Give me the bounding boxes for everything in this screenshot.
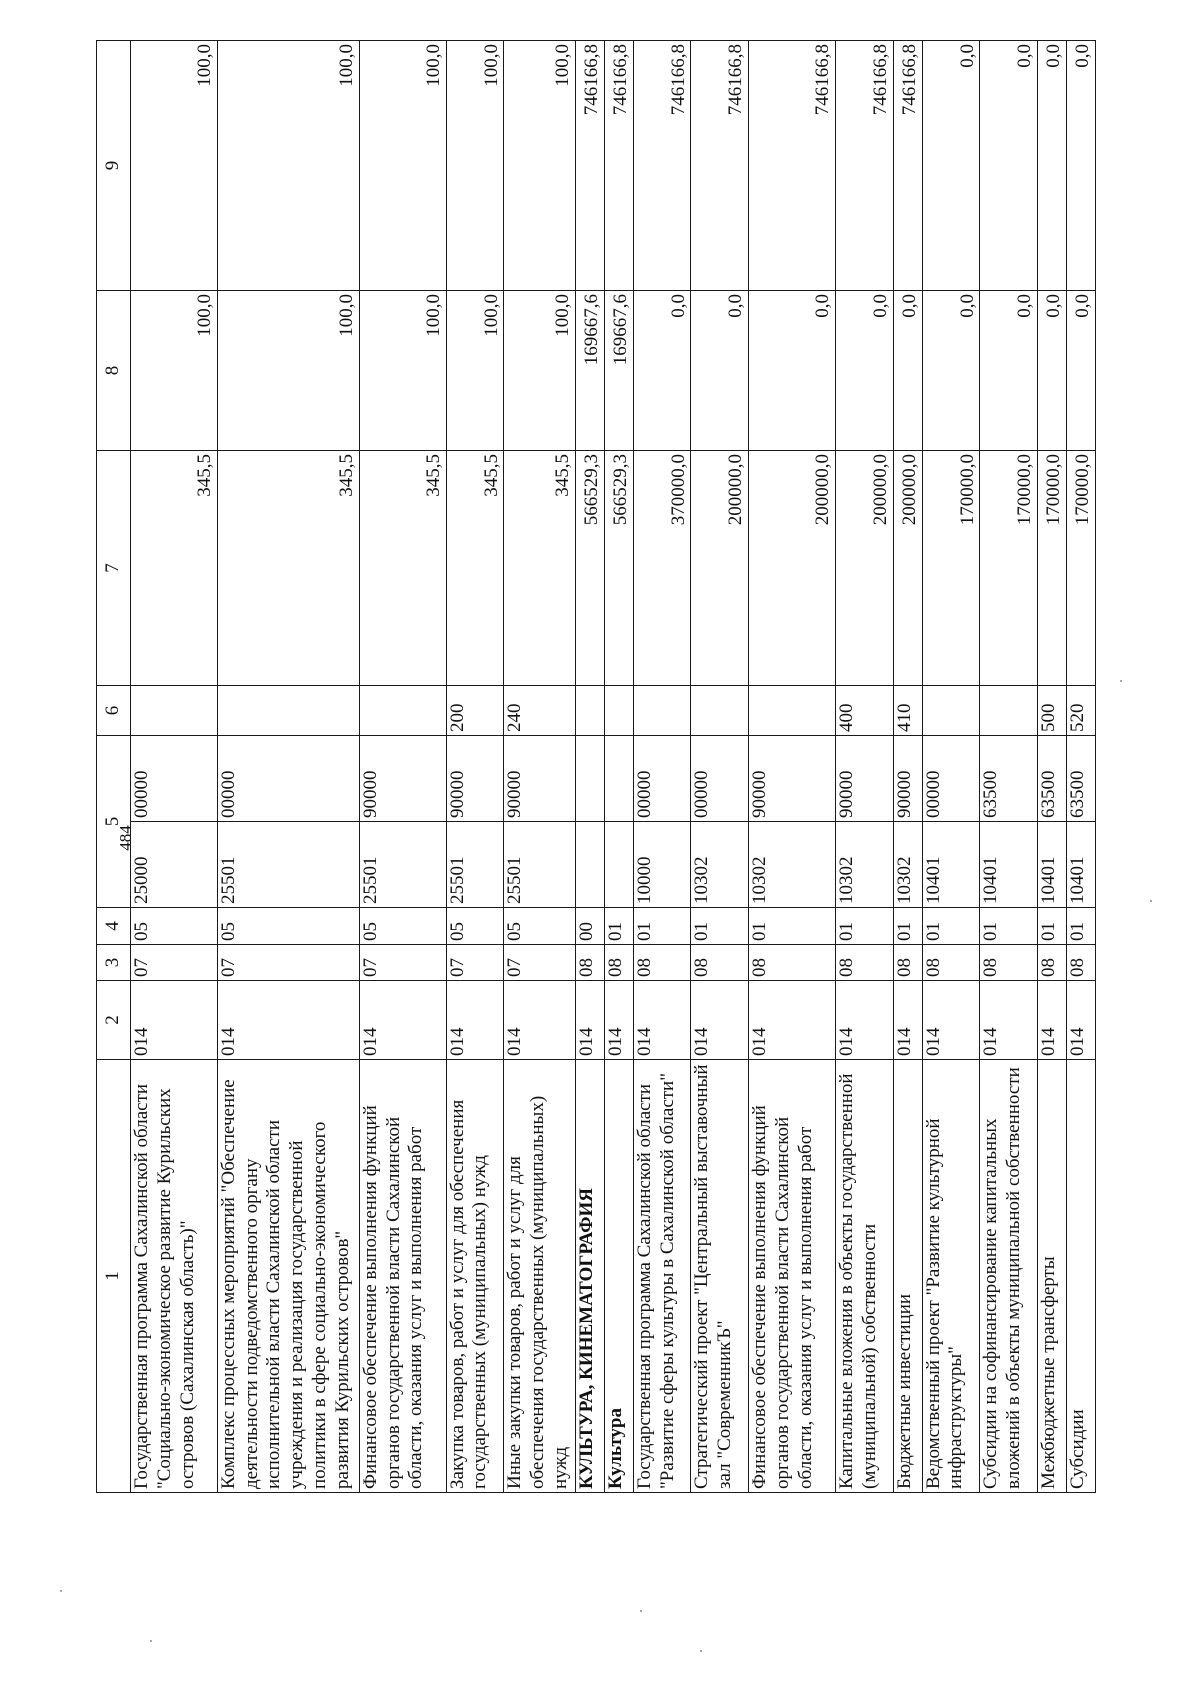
row-code-4-cell: 01	[691, 908, 749, 945]
row-name-cell: Закупка товаров, работ и услуг для обеспечения государственных (муниципальных) нужд	[446, 1060, 504, 1493]
row-code-2-cell: 014	[575, 981, 604, 1060]
row-value-8-cell: 100,0	[131, 291, 218, 451]
row-code-4-cell: 01	[1067, 908, 1096, 945]
row-code-2-cell: 014	[691, 981, 749, 1060]
row-code-4-cell: 01	[893, 908, 922, 945]
row-code-6-cell	[131, 686, 218, 736]
header-cell-6: 6	[97, 686, 131, 736]
row-code-4-cell: 01	[835, 908, 893, 945]
row-code-5a-cell: 25501	[446, 822, 504, 908]
table-row	[749, 41, 836, 1493]
table-row	[633, 41, 691, 1493]
table-row	[980, 41, 1038, 1493]
row-code-5b-cell: 63500	[1067, 736, 1096, 822]
header-cell-9: 9	[97, 41, 131, 291]
header-cell-8: 8	[97, 291, 131, 451]
row-code-4-cell: 05	[359, 908, 446, 945]
row-code-3-cell: 08	[749, 945, 836, 981]
scan-speck	[1120, 680, 1122, 682]
row-code-5a-cell: 10302	[749, 822, 836, 908]
row-value-9-cell: 100,0	[131, 41, 218, 291]
row-name-cell: Культура	[604, 1060, 633, 1493]
row-code-4-cell: 01	[633, 908, 691, 945]
table-row	[1067, 41, 1096, 1493]
header-row	[97, 41, 131, 1493]
row-value-7-cell: 345,5	[504, 451, 576, 686]
row-code-6-cell	[217, 686, 359, 736]
row-value-9-cell: 746166,8	[749, 41, 836, 291]
row-code-3-cell: 07	[217, 945, 359, 981]
row-code-2-cell: 014	[893, 981, 922, 1060]
row-code-6-cell: 200	[446, 686, 504, 736]
row-code-5b-cell: 00000	[217, 736, 359, 822]
row-code-5a-cell: 25501	[217, 822, 359, 908]
row-code-3-cell: 07	[504, 945, 576, 981]
table-row	[575, 41, 604, 1493]
table-row	[217, 41, 359, 1493]
row-code-6-cell: 500	[1038, 686, 1067, 736]
row-value-7-cell: 345,5	[217, 451, 359, 686]
row-code-4-cell: 05	[446, 908, 504, 945]
row-name-cell: Межбюджетные трансферты	[1038, 1060, 1067, 1493]
row-code-6-cell	[922, 686, 980, 736]
row-code-2-cell: 014	[504, 981, 576, 1060]
row-code-2-cell: 014	[835, 981, 893, 1060]
row-value-8-cell: 100,0	[359, 291, 446, 451]
row-name-cell: Стратегический проект "Центральный выставочный зал "СовременникЪ"	[691, 1060, 749, 1493]
row-code-5a-cell: 10302	[691, 822, 749, 908]
row-code-5b-cell: 90000	[359, 736, 446, 822]
row-value-8-cell: 0,0	[691, 291, 749, 451]
row-code-6-cell: 410	[893, 686, 922, 736]
row-name-cell: Бюджетные инвестиции	[893, 1060, 922, 1493]
row-code-2-cell: 014	[1067, 981, 1096, 1060]
row-code-5b-cell: 00000	[691, 736, 749, 822]
row-code-2-cell: 014	[922, 981, 980, 1060]
row-value-9-cell: 746166,8	[633, 41, 691, 291]
table-row	[131, 41, 218, 1493]
row-value-8-cell: 0,0	[1067, 291, 1096, 451]
row-code-6-cell: 240	[504, 686, 576, 736]
row-value-7-cell: 345,5	[446, 451, 504, 686]
row-value-7-cell: 170000,0	[980, 451, 1038, 686]
row-value-7-cell: 200000,0	[893, 451, 922, 686]
row-value-9-cell: 0,0	[1067, 41, 1096, 291]
row-code-3-cell: 08	[1038, 945, 1067, 981]
row-value-7-cell: 566529,3	[604, 451, 633, 686]
row-code-5a-cell: 25501	[504, 822, 576, 908]
header-cell-3: 3	[97, 945, 131, 981]
row-code-3-cell: 08	[893, 945, 922, 981]
row-code-4-cell: 01	[980, 908, 1038, 945]
rotated-table-container	[96, 41, 1096, 1493]
row-code-4-cell: 05	[131, 908, 218, 945]
row-code-3-cell: 07	[131, 945, 218, 981]
row-name-cell: Государственная программа Сахалинской области "Социально-экономическое развитие Курильских островов (Сахалинская область)"	[131, 1060, 218, 1493]
table-row	[893, 41, 922, 1493]
row-code-4-cell: 01	[749, 908, 836, 945]
row-code-6-cell	[604, 686, 633, 736]
budget-table	[96, 40, 1096, 1493]
row-value-8-cell: 0,0	[749, 291, 836, 451]
row-value-8-cell: 100,0	[446, 291, 504, 451]
row-value-7-cell: 200000,0	[835, 451, 893, 686]
row-value-8-cell: 0,0	[980, 291, 1038, 451]
row-code-6-cell: 520	[1067, 686, 1096, 736]
row-code-5b-cell: 90000	[835, 736, 893, 822]
row-code-3-cell: 07	[446, 945, 504, 981]
row-code-5a-cell: 10401	[980, 822, 1038, 908]
row-code-2-cell: 014	[604, 981, 633, 1060]
table-row	[359, 41, 446, 1493]
row-code-3-cell: 08	[604, 945, 633, 981]
row-name-cell: Финансовое обеспечение выполнения функций органов государственной власти Сахалинской области, оказания услуг и выполнения работ	[359, 1060, 446, 1493]
row-value-8-cell: 100,0	[217, 291, 359, 451]
row-name-cell: Комплекс процессных мероприятий "Обеспечение деятельности подведомственного органу исполнительной власти Сахалинской области учреждения и реализация государственной политики в сфере социально-экономического развития Курильских островов"	[217, 1060, 359, 1493]
table-row	[922, 41, 980, 1493]
row-value-9-cell: 100,0	[217, 41, 359, 291]
row-value-9-cell: 100,0	[446, 41, 504, 291]
row-name-cell: КУЛЬТУРА, КИНЕМАТОГРАФИЯ	[575, 1060, 604, 1493]
row-value-8-cell: 0,0	[893, 291, 922, 451]
page-number: 484	[116, 825, 135, 851]
row-code-5a-cell: 10000	[633, 822, 691, 908]
row-value-8-cell: 169667,6	[604, 291, 633, 451]
row-code-5b-cell: 00000	[633, 736, 691, 822]
row-code-5b-cell	[604, 736, 633, 822]
row-code-5a-cell	[575, 822, 604, 908]
row-value-8-cell: 0,0	[835, 291, 893, 451]
row-value-7-cell: 170000,0	[922, 451, 980, 686]
row-code-6-cell	[980, 686, 1038, 736]
row-value-9-cell: 100,0	[359, 41, 446, 291]
row-value-7-cell: 566529,3	[575, 451, 604, 686]
table-row	[446, 41, 504, 1493]
table-row	[691, 41, 749, 1493]
row-code-6-cell	[359, 686, 446, 736]
row-code-3-cell: 08	[922, 945, 980, 981]
row-name-cell: Государственная программа Сахалинской области "Развитие сферы культуры в Сахалинской области"	[633, 1060, 691, 1493]
row-code-5a-cell: 10302	[835, 822, 893, 908]
row-code-2-cell: 014	[359, 981, 446, 1060]
header-cell-7: 7	[97, 451, 131, 686]
row-code-2-cell: 014	[749, 981, 836, 1060]
scan-speck	[1150, 900, 1152, 902]
row-code-3-cell: 08	[575, 945, 604, 981]
row-code-5b-cell: 63500	[980, 736, 1038, 822]
header-cell-2: 2	[97, 981, 131, 1060]
row-code-5a-cell: 25501	[359, 822, 446, 908]
row-code-5a-cell	[604, 822, 633, 908]
row-code-4-cell: 01	[922, 908, 980, 945]
row-code-5a-cell: 25000	[131, 822, 218, 908]
scan-speck	[60, 1590, 62, 1592]
table-row	[604, 41, 633, 1493]
header-cell-4: 4	[97, 908, 131, 945]
row-name-cell: Субсидии на софинансирование капитальных вложений в объекты муниципальной собственности	[980, 1060, 1038, 1493]
row-code-2-cell: 014	[446, 981, 504, 1060]
row-code-6-cell	[633, 686, 691, 736]
row-code-2-cell: 014	[217, 981, 359, 1060]
row-value-9-cell: 746166,8	[893, 41, 922, 291]
table-row	[835, 41, 893, 1493]
row-code-3-cell: 08	[980, 945, 1038, 981]
row-value-9-cell: 746166,8	[691, 41, 749, 291]
row-code-3-cell: 08	[1067, 945, 1096, 981]
row-code-5b-cell: 90000	[446, 736, 504, 822]
row-value-9-cell: 746166,8	[575, 41, 604, 291]
row-code-5b-cell	[575, 736, 604, 822]
row-name-cell: Субсидии	[1067, 1060, 1096, 1493]
row-value-7-cell: 170000,0	[1038, 451, 1067, 686]
row-name-cell: Иные закупки товаров, работ и услуг для обеспечения государственных (муниципальных) нужд	[504, 1060, 576, 1493]
row-code-5a-cell: 10401	[922, 822, 980, 908]
row-code-4-cell: 05	[217, 908, 359, 945]
row-code-5b-cell: 90000	[749, 736, 836, 822]
row-value-7-cell: 370000,0	[633, 451, 691, 686]
table-row	[504, 41, 576, 1493]
row-code-5b-cell: 63500	[1038, 736, 1067, 822]
row-code-5b-cell: 90000	[504, 736, 576, 822]
row-code-5a-cell: 10302	[893, 822, 922, 908]
row-value-9-cell: 0,0	[1038, 41, 1067, 291]
row-code-3-cell: 07	[359, 945, 446, 981]
row-value-7-cell: 200000,0	[749, 451, 836, 686]
row-code-2-cell: 014	[633, 981, 691, 1060]
row-code-3-cell: 08	[633, 945, 691, 981]
row-value-7-cell: 345,5	[359, 451, 446, 686]
row-value-7-cell: 200000,0	[691, 451, 749, 686]
row-code-3-cell: 08	[835, 945, 893, 981]
row-code-4-cell: 01	[604, 908, 633, 945]
row-value-9-cell: 746166,8	[604, 41, 633, 291]
row-code-2-cell: 014	[1038, 981, 1067, 1060]
row-code-4-cell: 01	[1038, 908, 1067, 945]
row-code-2-cell: 014	[980, 981, 1038, 1060]
row-code-5a-cell: 10401	[1038, 822, 1067, 908]
row-code-4-cell: 05	[504, 908, 576, 945]
row-code-5a-cell: 10401	[1067, 822, 1096, 908]
row-code-6-cell	[691, 686, 749, 736]
row-name-cell: Капитальные вложения в объекты государственной (муниципальной) собственности	[835, 1060, 893, 1493]
scan-speck	[150, 1640, 152, 1642]
row-value-7-cell: 345,5	[131, 451, 218, 686]
row-code-5b-cell: 90000	[893, 736, 922, 822]
row-code-4-cell: 00	[575, 908, 604, 945]
header-cell-5: 5	[97, 736, 131, 908]
row-value-9-cell: 0,0	[922, 41, 980, 291]
row-value-9-cell: 746166,8	[835, 41, 893, 291]
table-row	[1038, 41, 1067, 1493]
row-value-9-cell: 0,0	[980, 41, 1038, 291]
row-code-5b-cell: 00000	[131, 736, 218, 822]
scan-speck	[640, 1610, 642, 1612]
row-value-8-cell: 0,0	[1038, 291, 1067, 451]
row-name-cell: Ведомственный проект "Развитие культурной инфраструктуры"	[922, 1060, 980, 1493]
row-code-6-cell	[575, 686, 604, 736]
row-value-8-cell: 100,0	[504, 291, 576, 451]
row-code-6-cell: 400	[835, 686, 893, 736]
row-name-cell: Финансовое обеспечение выполнения функций органов государственной власти Сахалинской области, оказания услуг и выполнения работ	[749, 1060, 836, 1493]
row-code-3-cell: 08	[691, 945, 749, 981]
row-code-5b-cell: 00000	[922, 736, 980, 822]
scan-speck	[700, 1650, 702, 1652]
row-value-7-cell: 170000,0	[1067, 451, 1096, 686]
row-code-6-cell	[749, 686, 836, 736]
row-value-8-cell: 169667,6	[575, 291, 604, 451]
row-value-9-cell: 100,0	[504, 41, 576, 291]
row-value-8-cell: 0,0	[922, 291, 980, 451]
header-cell-1: 1	[97, 1060, 131, 1493]
row-code-2-cell: 014	[131, 981, 218, 1060]
row-value-8-cell: 0,0	[633, 291, 691, 451]
